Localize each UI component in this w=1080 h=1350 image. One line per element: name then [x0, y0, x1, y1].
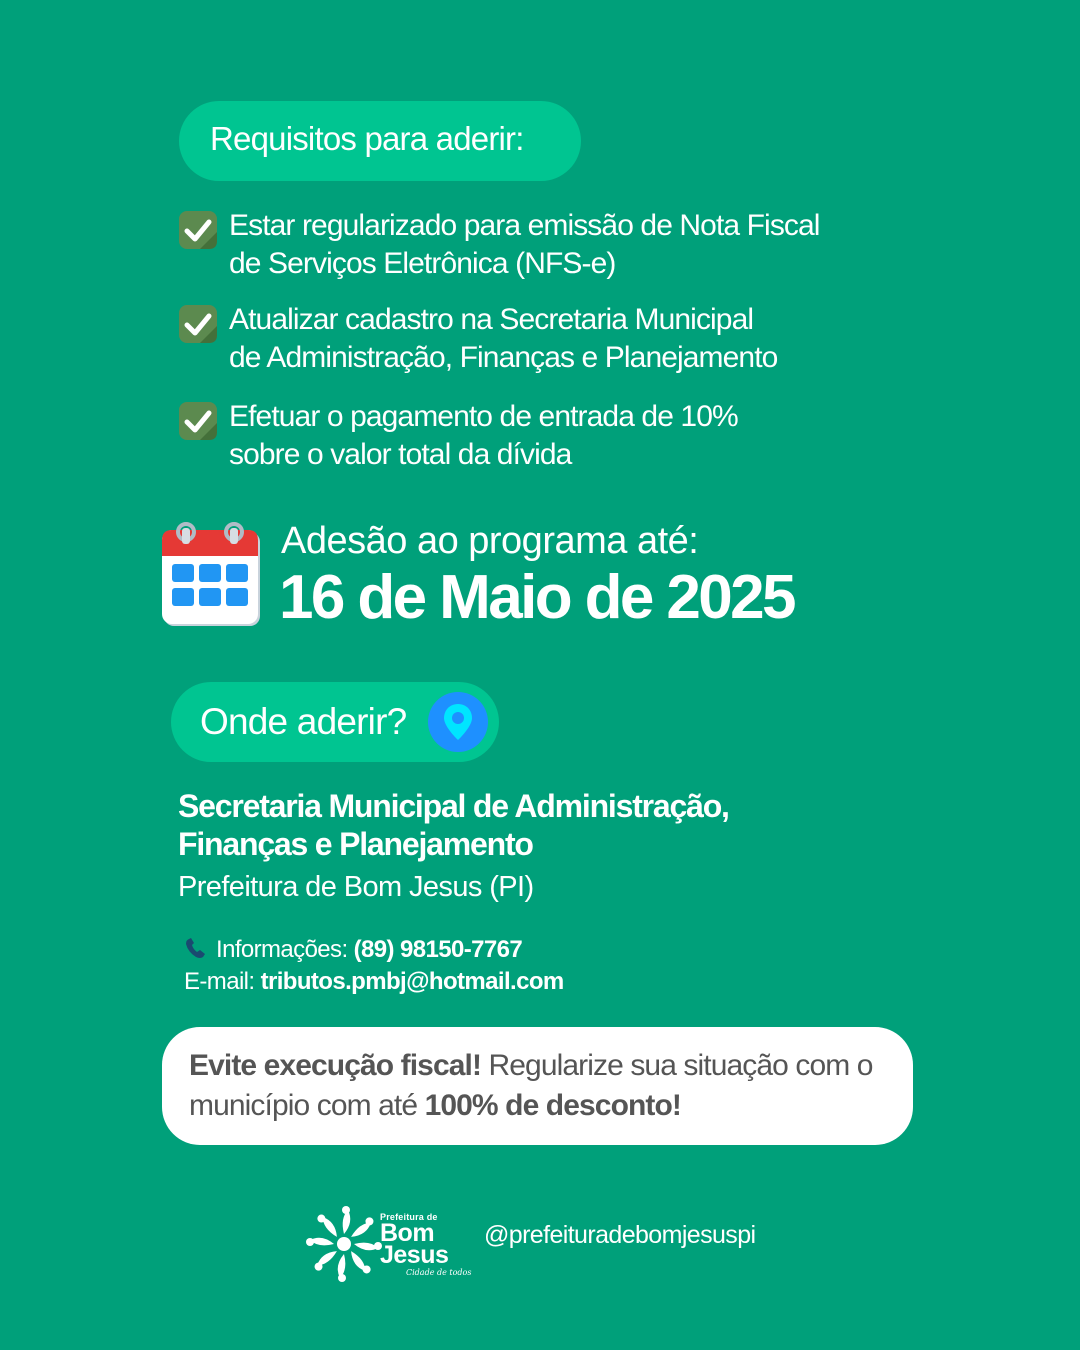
logo-small-text: Prefeitura de: [380, 1212, 438, 1222]
location-pin-icon: [428, 692, 488, 752]
logo-tagline: Cidade de todos: [406, 1268, 472, 1277]
organization-line: Secretaria Municipal de Administração,: [178, 788, 729, 824]
notice-bold-warning: Evite execução fiscal!: [189, 1049, 482, 1082]
phone-number[interactable]: (89) 98150-7767: [353, 936, 523, 963]
deadline-label: Adesão ao programa até:: [281, 520, 699, 562]
requirements-header-pill: [179, 101, 581, 181]
logo-line-2: Jesus: [380, 1241, 449, 1269]
prefeitura-logo-icon: [306, 1206, 382, 1282]
requirement-line: de Serviços Eletrônica (NFS-e): [229, 247, 616, 280]
logo-line-1: Bom: [380, 1219, 435, 1247]
email-address[interactable]: tributos.pmbj@hotmail.com: [260, 968, 564, 995]
deadline-date: 16 de Maio de 2025: [279, 563, 794, 632]
notice-box: [162, 1027, 913, 1145]
checkmark-icon: [178, 210, 218, 250]
checkmark-icon: [178, 304, 218, 344]
logo-wordmark: [380, 1212, 471, 1277]
calendar-icon: [160, 522, 262, 628]
email-line: [184, 968, 564, 996]
notice-text: [189, 1046, 909, 1126]
where-header-pill: [171, 682, 499, 762]
notice-bold-discount: 100% de desconto!: [424, 1089, 682, 1122]
requirement-line: de Administração, Finanças e Planejamento: [229, 341, 778, 374]
checkmark-icon: [178, 401, 218, 441]
phone-label: Informações:: [216, 936, 348, 963]
notice-body: Regularize sua situação com o município com até: [189, 1049, 873, 1122]
email-label: E-mail:: [184, 968, 255, 995]
requirement-line: sobre o valor total da dívida: [229, 438, 572, 471]
organization-name: [178, 787, 729, 863]
phone-line: [184, 936, 522, 964]
requirement-line: Efetuar o pagamento de entrada de 10%: [229, 400, 738, 433]
requirements-title: Requisitos para aderir:: [210, 120, 524, 157]
social-handle[interactable]: @prefeituradebomjesuspi: [484, 1221, 756, 1249]
requirement-line: Estar regularizado para emissão de Nota Fiscal: [229, 209, 820, 242]
phone-icon: [184, 936, 210, 960]
organization-subtitle: Prefeitura de Bom Jesus (PI): [178, 871, 534, 903]
where-title: Onde aderir?: [200, 701, 407, 742]
organization-line: Finanças e Planejamento: [178, 826, 533, 862]
requirement-line: Atualizar cadastro na Secretaria Municipal: [229, 303, 754, 336]
